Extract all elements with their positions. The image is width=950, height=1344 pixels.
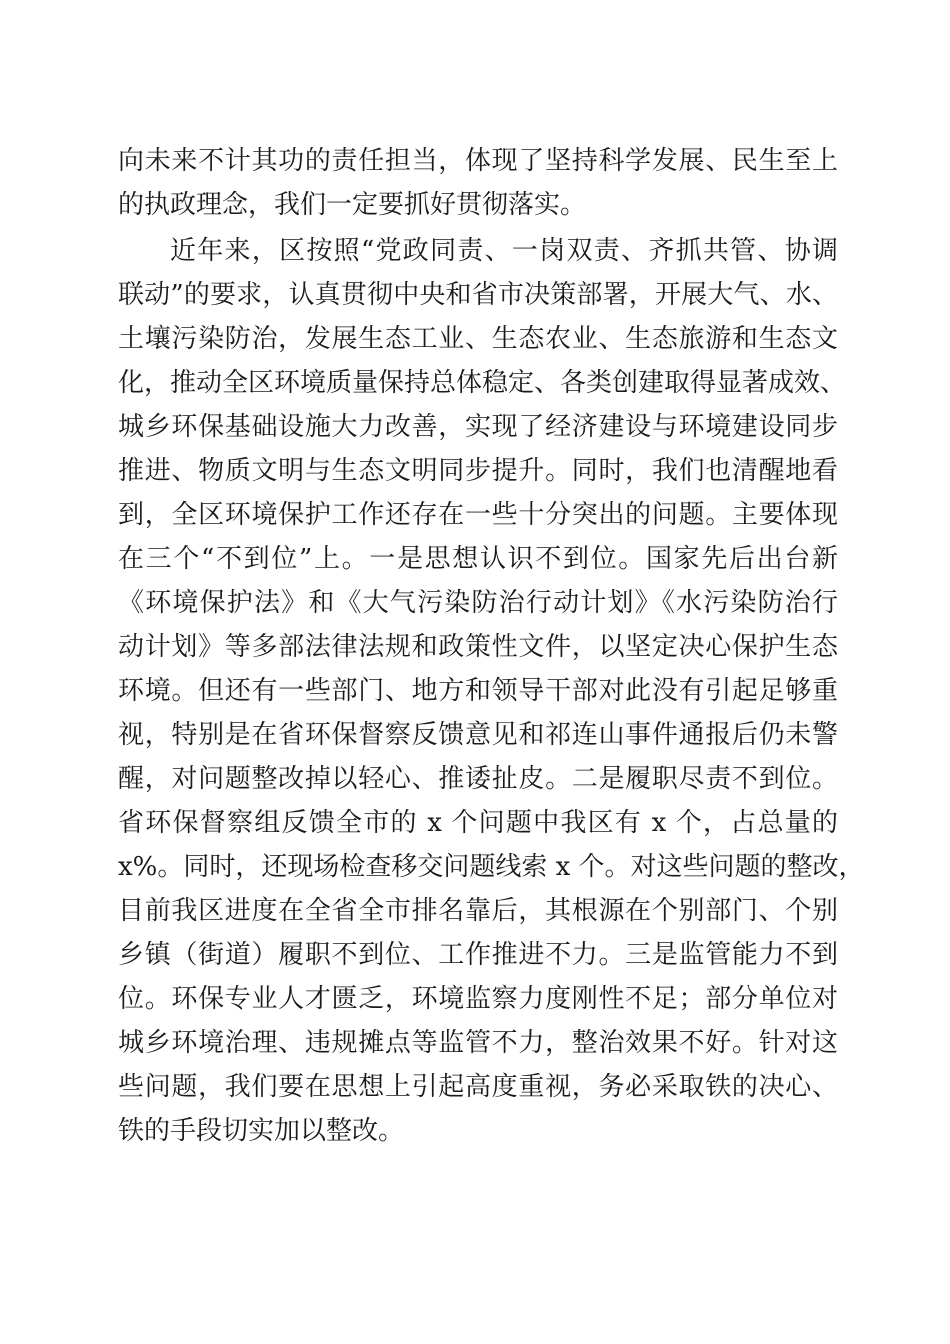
text-line: 城乡环保基础设施大力改善，实现了经济建设与环境建设同步 (118, 412, 838, 442)
text-line: 在三个“不到位”上。一是思想认识不到位。国家先后出台新 (118, 544, 838, 574)
text-line: 《环境保护法》和《大气污染防治行动计划》《水污染防治行 (118, 588, 838, 618)
text-line: 视，特别是在省环保督察反馈意见和祁连山事件通报后仍未警 (118, 720, 838, 750)
text-line: 环境。但还有一些部门、地方和领导干部对此没有引起足够重 (118, 676, 838, 706)
text-line: 到，全区环境保护工作还存在一些十分突出的问题。主要体现 (118, 500, 838, 530)
text-line: 动计划》等多部法律法规和政策性文件，以坚定决心保护生态 (118, 632, 838, 662)
paragraph-first-line: 近年来，区按照“党政同责、一岗双责、齐抓共管、协调 (170, 236, 838, 266)
text-line: 的执政理念，我们一定要抓好贯彻落实。 (118, 190, 587, 220)
text-line: 土壤污染防治，发展生态工业、生态农业、生态旅游和生态文 (118, 324, 838, 354)
text-line: 些问题，我们要在思想上引起高度重视，务必采取铁的决心、 (118, 1072, 838, 1102)
text-line: 省环保督察组反馈全市的 x 个问题中我区有 x 个，占总量的 (118, 808, 838, 838)
text-line: x%。同时，还现场检查移交问题线索 x 个。对这些问题的整改， (118, 852, 865, 882)
text-line: 乡镇（街道）履职不到位、工作推进不力。三是监管能力不到 (118, 940, 838, 970)
text-line: 化，推动全区环境质量保持总体稳定、各类创建取得显著成效、 (118, 368, 847, 398)
text-line: 联动”的要求，认真贯彻中央和省市决策部署，开展大气、水、 (118, 280, 838, 310)
text-line: 目前我区进度在全省全市排名靠后，其根源在个别部门、个别 (118, 896, 838, 926)
text-line: 推进、物质文明与生态文明同步提升。同时，我们也清醒地看 (118, 456, 838, 486)
text-line: 城乡环境治理、违规摊点等监管不力，整治效果不好。针对这 (118, 1028, 838, 1058)
text-line: 醒，对问题整改掉以轻心、推诿扯皮。二是履职尽责不到位。 (118, 764, 838, 794)
text-line: 位。环保专业人才匮乏，环境监察力度刚性不足；部分单位对 (118, 984, 838, 1014)
text-line: 铁的手段切实加以整改。 (118, 1116, 405, 1146)
text-line: 向未来不计其功的责任担当，体现了坚持科学发展、民生至上 (118, 146, 838, 176)
